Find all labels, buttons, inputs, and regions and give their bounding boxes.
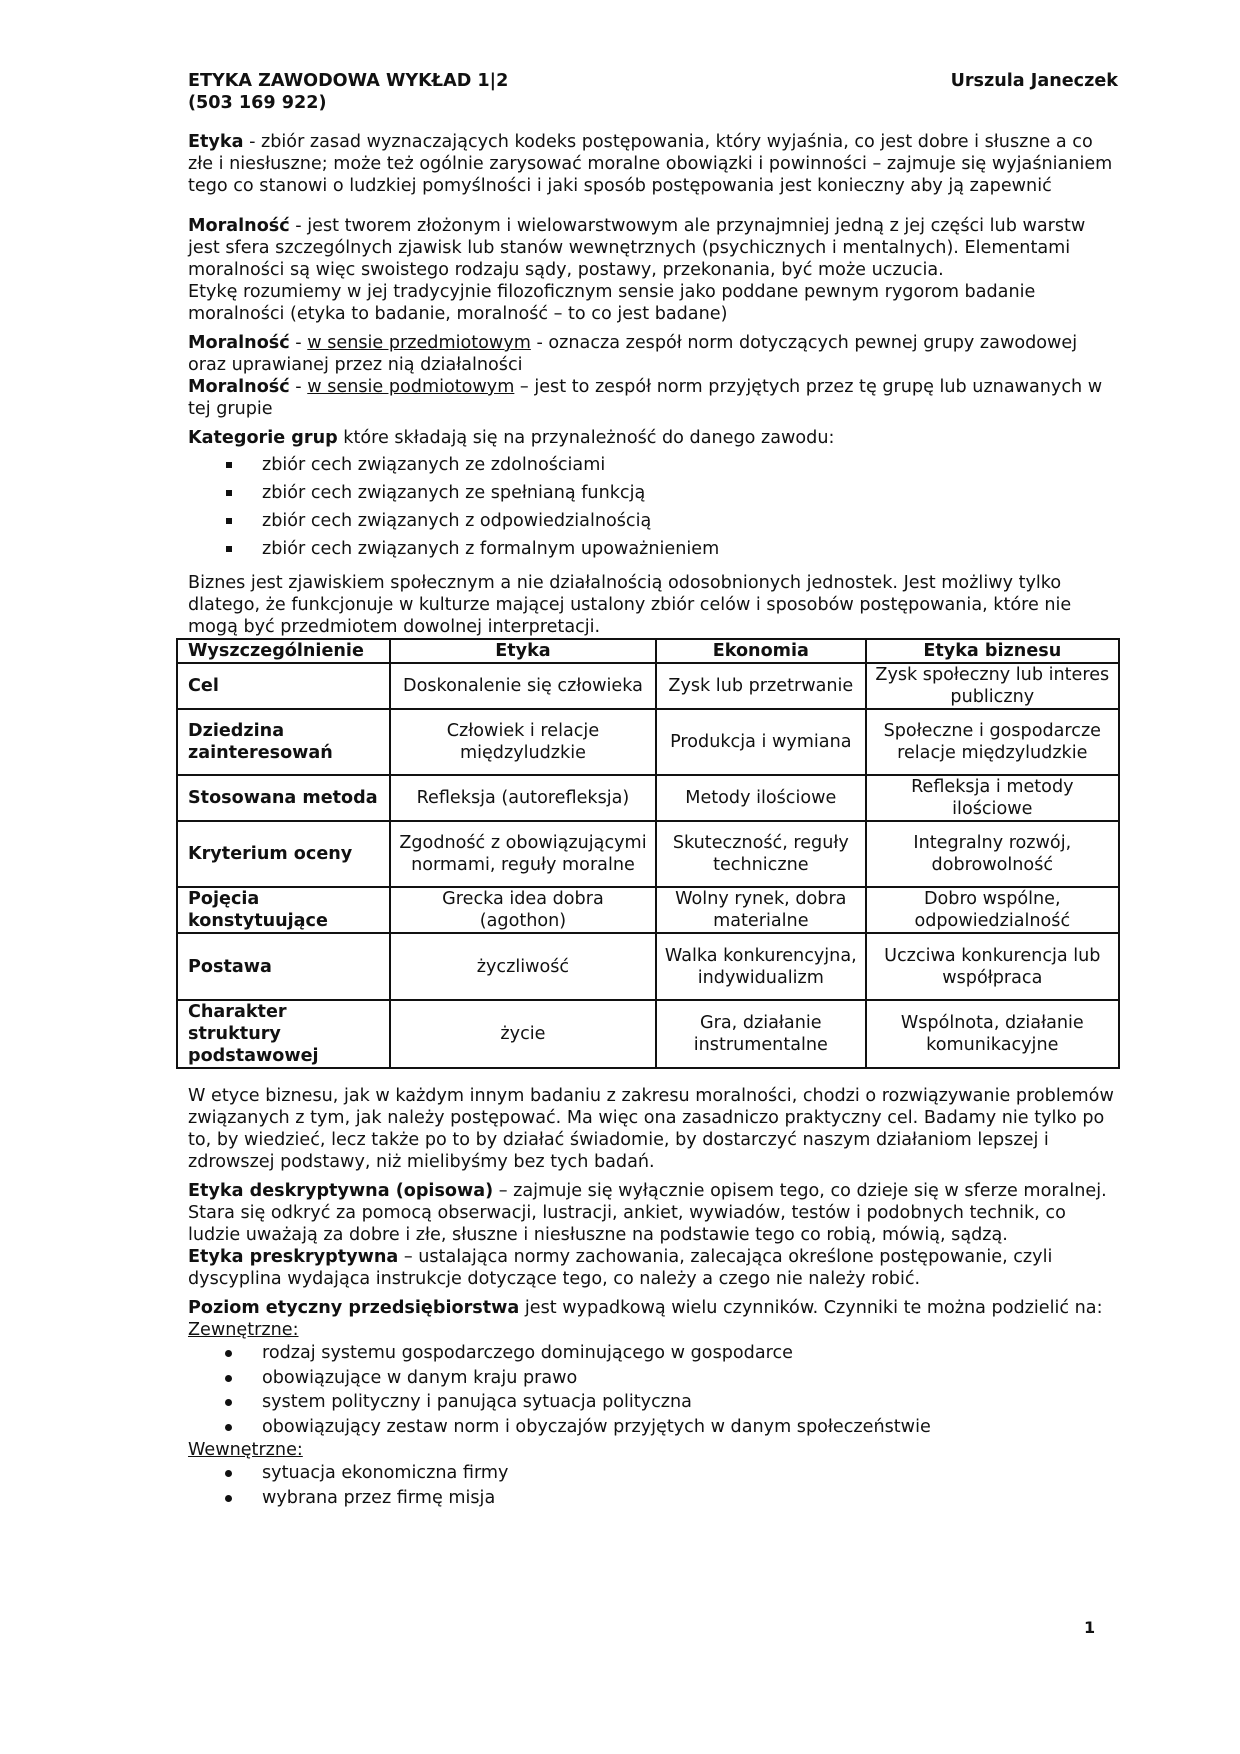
table-cell: Zgodność z obowiązującymi normami, reguły moralne (390, 821, 656, 887)
table-header-row (177, 639, 1119, 663)
table-row (177, 821, 1119, 887)
table-cell: Uczciwa konkurencja lub współpraca (866, 933, 1119, 1000)
table-cell: Metody ilościowe (656, 775, 866, 821)
zewnetrzne-list (188, 1341, 1118, 1439)
table-row-header: Stosowana metoda (177, 775, 390, 821)
table-cell: Społeczne i gospodarcze relacje międzyludzkie (866, 709, 1119, 775)
paragraph-etyka-biznesu: W etyce biznesu, jak w każdym innym badaniu z zakresu moralności, chodzi o rozwiązywanie problemów związanych z tym, jak należy postępować. Ma więc ona zasadniczo praktyczny cel. Badamy nie tylko po to, by wiedzieć, lecz także po to by działać świadomie, by dostarczyć naszym działaniom lepszej i zdrowszej podstawy, niż mielibyśmy bez tych badań. (188, 1086, 1114, 1172)
table-cell: Grecka idea dobra (agothon) (390, 887, 656, 933)
table-header-cell: Wyszczególnienie (177, 639, 390, 663)
table-row-header: Cel (177, 663, 390, 709)
table-row-header: Charakter struktury podstawowej (177, 1000, 390, 1068)
table-header-cell: Etyka biznesu (866, 639, 1119, 663)
term-etyka: Etyka (188, 132, 244, 152)
table-cell: Integralny rozwój, dobrowolność (866, 821, 1119, 887)
table-header-cell: Ekonomia (656, 639, 866, 663)
table-row (177, 775, 1119, 821)
table-row-header: Dziedzina zainteresowań (177, 709, 390, 775)
table-row-header: Pojęcia konstytuujące (177, 887, 390, 933)
table-cell: Refleksja i metody ilościowe (866, 775, 1119, 821)
paragraph-poziom: Poziom etyczny przedsiębiorstwa jest wypadkową wielu czynników. Czynniki te można podzielić na: (188, 1298, 1103, 1318)
section-label-wewnetrzne: Wewnętrzne: (188, 1440, 303, 1460)
table-cell: Gra, działanie instrumentalne (656, 1000, 866, 1068)
paragraph-moralnosc-przedmiotowa: Moralność - w sensie przedmiotowym - oznacza zespół norm dotyczących pewnej grupy zawodowej oraz uprawianej przez nią działalności (188, 333, 1078, 375)
paragraph-moralnosc: Moralność - jest tworem złożonym i wielowarstwowym ale przynajmniej jedną z jej części lub warstw jest sfera szczególnych zjawisk lub stanów wewnętrznych (psychicznych i mentalnych). Elementami moralności są więc swoistego rodzaju sądy, postawy, przekonania, być może uczucia. (188, 216, 1086, 280)
list-item: zbiór cech związanych z formalnym upoważnieniem (188, 535, 1118, 563)
list-item: zbiór cech związanych ze zdolnościami (188, 451, 1118, 479)
paragraph-etyka-badanie: Etykę rozumiemy w jej tradycyjnie filozoficznym sensie jako poddane pewnym rygorom badanie moralności (etyka to badanie, moralność – to co jest badane) (188, 282, 1036, 324)
document-header (188, 70, 1118, 92)
paragraph-preskryptywna: Etyka preskryptywna – ustalająca normy zachowania, zalecająca określone postępowanie, czyli dyscyplina wydająca instrukcje dotyczące tego, co należy a czego nie należy robić. (188, 1247, 1053, 1289)
table-cell: Doskonalenie się człowieka (390, 663, 656, 709)
document-title: ETYKA ZAWODOWA WYKŁAD 1|2 (188, 71, 509, 91)
table-cell: Produkcja i wymiana (656, 709, 866, 775)
table-cell: Skuteczność, reguły techniczne (656, 821, 866, 887)
table-cell: Zysk lub przetrwanie (656, 663, 866, 709)
page-number: 1 (1084, 1618, 1096, 1637)
author-phone: (503 169 922) (188, 93, 327, 113)
table-cell: Dobro wspólne, odpowiedzialność (866, 887, 1119, 933)
list-item: obowiązujące w danym kraju prawo (188, 1366, 1118, 1391)
document-page (188, 70, 1118, 1510)
table-row (177, 709, 1119, 775)
table-row-header: Postawa (177, 933, 390, 1000)
paragraph-deskryptywna: Etyka deskryptywna (opisowa) – zajmuje się wyłącznie opisem tego, co dzieje się w sferze moralnej. Stara się odkryć za pomocą obserwacji, lustracji, ankiet, wywiadów, testów i podobnych technik, co ludzie uważają za dobre i złe, słuszne i niesłuszne na podstawie tego co robią, mówią, sądzą. (188, 1181, 1107, 1245)
list-item: rodzaj systemu gospodarczego dominującego w gospodarce (188, 1341, 1118, 1366)
section-label-zewnetrzne: Zewnętrzne: (188, 1320, 299, 1340)
table-row (177, 887, 1119, 933)
table-cell: życzliwość (390, 933, 656, 1000)
table-row (177, 663, 1119, 709)
table-cell: Człowiek i relacje międzyludzkie (390, 709, 656, 775)
list-item: wybrana przez firmę misja (188, 1486, 1118, 1511)
table-cell: życie (390, 1000, 656, 1068)
table-cell: Wolny rynek, dobra materialne (656, 887, 866, 933)
comparison-table (176, 638, 1120, 1069)
list-item: zbiór cech związanych z odpowiedzialnością (188, 507, 1118, 535)
paragraph-kategorie: Kategorie grup które składają się na przynależność do danego zawodu: (188, 428, 835, 448)
table-row (177, 933, 1119, 1000)
table-cell: Zysk społeczny lub interes publiczny (866, 663, 1119, 709)
table-header-cell: Etyka (390, 639, 656, 663)
list-item: system polityczny i panująca sytuacja polityczna (188, 1390, 1118, 1415)
kategorie-list (188, 451, 1118, 563)
list-item: zbiór cech związanych ze spełnianą funkcją (188, 479, 1118, 507)
table-cell: Wspólnota, działanie komunikacyjne (866, 1000, 1119, 1068)
paragraph-biznes: Biznes jest zjawiskiem społecznym a nie działalnością odosobnionych jednostek. Jest możliwy tylko dlatego, że funkcjonuje w kulturze mającej ustalony zbiór celów i sposobów postępowania, które nie mogą być przedmiotem dowolnej interpretacji. (188, 573, 1072, 637)
list-item: obowiązujący zestaw norm i obyczajów przyjętych w danym społeczeństwie (188, 1415, 1118, 1440)
paragraph-moralnosc-podmiotowa: Moralność - w sensie podmiotowym – jest to zespół norm przyjętych przez tę grupę lub uznawanych w tej grupie (188, 377, 1103, 419)
table-row-header: Kryterium oceny (177, 821, 390, 887)
table-row (177, 1000, 1119, 1068)
table-cell: Walka konkurencyjna, indywidualizm (656, 933, 866, 1000)
list-item: sytuacja ekonomiczna firmy (188, 1461, 1118, 1486)
term-moralnosc: Moralność (188, 216, 290, 236)
table-cell: Refleksja (autorefleksja) (390, 775, 656, 821)
wewnetrzne-list (188, 1461, 1118, 1510)
document-author: Urszula Janeczek (950, 71, 1118, 91)
paragraph-etyka: Etyka - zbiór zasad wyznaczających kodeks postępowania, który wyjaśnia, co jest dobre i słuszne a co złe i niesłuszne; może też ogólnie zarysować moralne obowiązki i powinności – zajmuje się wyjaśnianiem tego co stanowi o ludzkiej pomyślności i jaki sposób postępowania jest konieczny aby ją zapewnić (188, 132, 1113, 196)
